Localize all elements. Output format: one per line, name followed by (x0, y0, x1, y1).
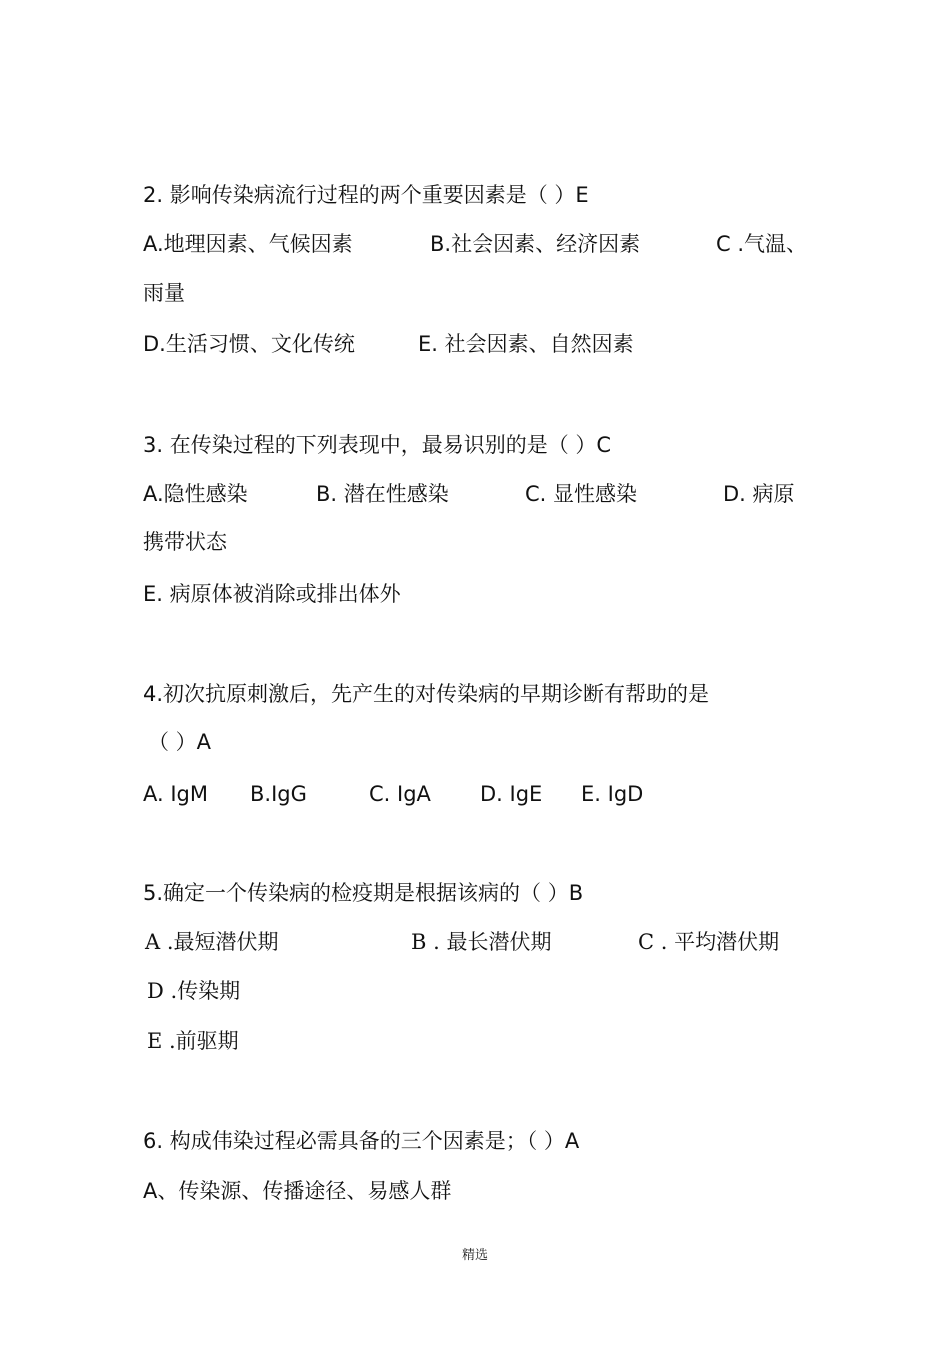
q2-option-d: D.生活习惯、文化传统 (143, 332, 355, 356)
q2-option-c: C .气温、 (716, 232, 808, 256)
q5-option-b: B . 最长潜伏期 (411, 930, 552, 954)
q2-option-b: B.社会因素、经济因素 (430, 232, 641, 256)
q4-option-a: A. IgM (143, 782, 208, 806)
q6-stem: 6. 构成伟染过程必需具备的三个因素是；（ ）A (143, 1129, 580, 1153)
q5-option-c: C . 平均潜伏期 (638, 930, 780, 954)
q4-option-e: E. IgD (581, 782, 644, 806)
q3-option-d: D. 病原 (723, 482, 795, 506)
q6-option-a: A、传染源、传播途径、易感人群 (143, 1179, 452, 1203)
q3-option-b: B. 潜在性感染 (316, 482, 449, 506)
q5-stem: 5.确定一个传染病的检疫期是根据该病的（ ）B (143, 881, 584, 905)
q5-option-d: D .传染期 (147, 979, 241, 1003)
q5-option-a: A .最短潜伏期 (145, 930, 279, 954)
q2-stem: 2. 影响传染病流行过程的两个重要因素是（ ）E (143, 183, 589, 207)
q4-option-d: D. IgE (480, 782, 543, 806)
q2-option-e: E. 社会因素、自然因素 (418, 332, 634, 356)
q3-option-a: A.隐性感染 (143, 482, 248, 506)
q4-option-c: C. IgA (369, 782, 431, 806)
q3-option-c: C. 显性感染 (525, 482, 638, 506)
q4-option-b: B.IgG (250, 782, 307, 806)
page-footer-label: 精选 (461, 1248, 488, 1263)
q4-stem-continued: （ ）A (148, 730, 212, 754)
q3-option-e: E. 病原体被消除或排出体外 (143, 582, 401, 606)
q3-option-d-continued: 携带状态 (143, 530, 227, 554)
q2-option-c-continued: 雨量 (143, 281, 185, 305)
q2-option-a: A.地理因素、气候因素 (143, 232, 353, 256)
q4-stem: 4.初次抗原刺激后，先产生的对传染病的早期诊断有帮助的是 (143, 682, 710, 706)
q5-option-e: E .前驱期 (147, 1029, 239, 1053)
q3-stem: 3. 在传染过程的下列表现中，最易识别的是（ ）C (143, 433, 612, 457)
